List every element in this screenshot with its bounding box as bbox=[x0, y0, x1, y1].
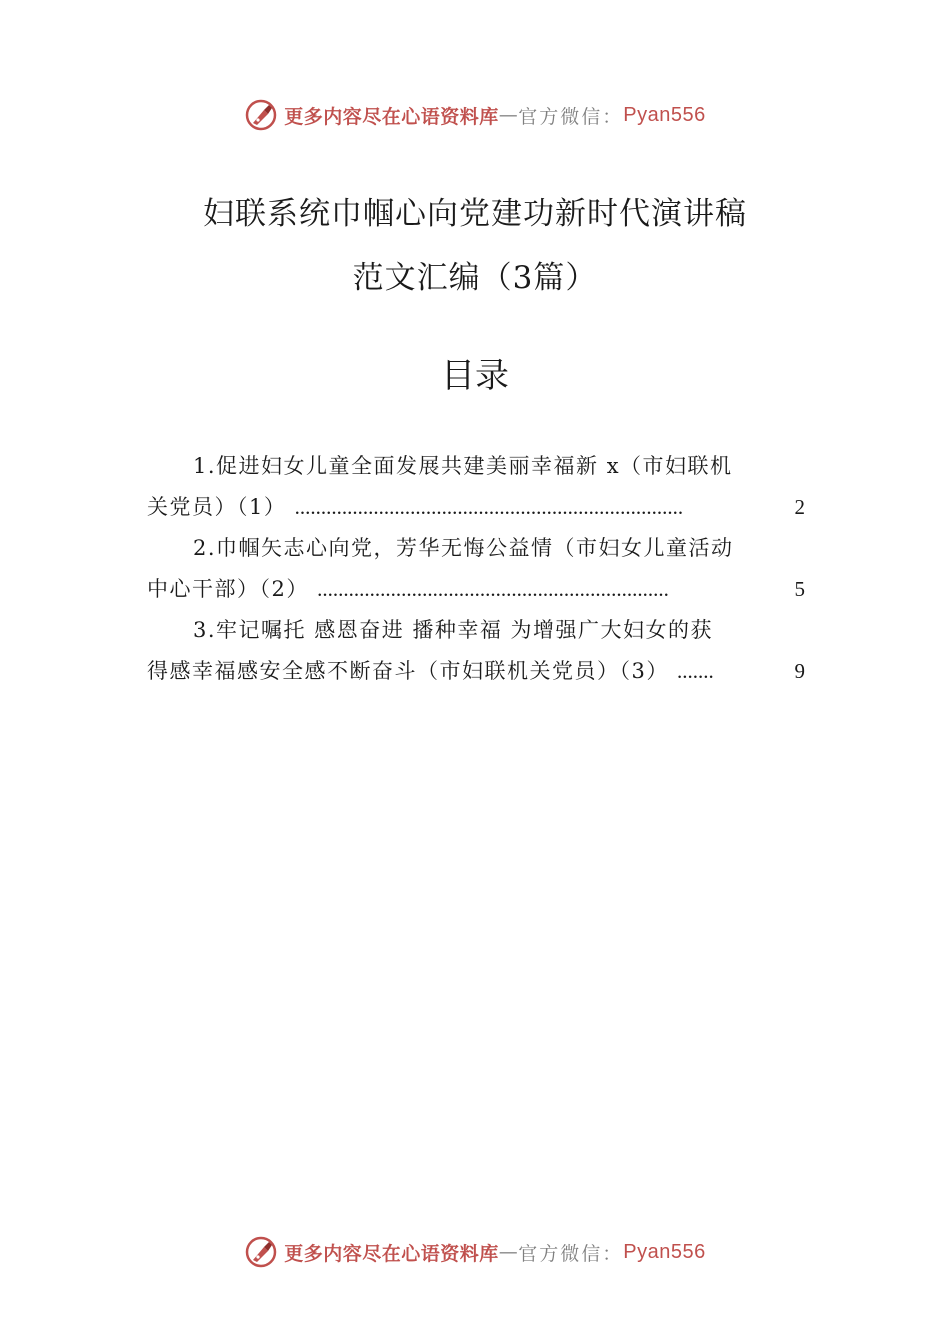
watermark-wechat-label: 官方微信： bbox=[518, 105, 624, 128]
toc-entry-title-cont: 中心干部）（2） bbox=[147, 577, 309, 601]
document-title: 妇联系统巾帼心向党建功新时代演讲稿 bbox=[203, 196, 747, 232]
watermark-wechat-id: Pyan556 bbox=[623, 103, 706, 126]
watermark-wechat-id: Pyan556 bbox=[623, 1240, 706, 1263]
toc-leader: .......................................................................... bbox=[294, 495, 684, 519]
toc-entry-title: 3.牢记嘱托 感恩奋进 播种幸福 为增强广大妇女的获 bbox=[193, 618, 714, 642]
watermark-wechat-label: 官方微信： bbox=[518, 1242, 624, 1265]
pen-nib-icon bbox=[244, 98, 278, 132]
toc-leader: ................................................................... bbox=[317, 577, 669, 601]
document-subtitle: 范文汇编（3篇） bbox=[352, 260, 598, 296]
watermark-separator: — bbox=[498, 1241, 519, 1263]
table-of-contents bbox=[147, 446, 805, 692]
watermark-text: 更多内容尽在心语资料库 bbox=[284, 105, 499, 128]
toc-entry-title: 2.巾帼矢志心向党，芳华无悔公益情（市妇女儿童活动 bbox=[193, 536, 734, 560]
header-watermark bbox=[0, 95, 950, 135]
toc-entry-3[interactable] bbox=[147, 610, 805, 692]
toc-entry-title-cont: 关党员）（1） bbox=[147, 495, 287, 519]
toc-heading: 目录 bbox=[441, 356, 509, 396]
toc-entry-title-cont: 得感幸福感安全感不断奋斗（市妇联机关党员）（3） bbox=[147, 659, 669, 683]
toc-leader: ....... bbox=[677, 659, 714, 683]
toc-page-number: 5 bbox=[794, 577, 805, 601]
toc-entry-title: 1.促进妇女儿童全面发展共建美丽幸福新 x（市妇联机 bbox=[193, 454, 733, 478]
watermark-separator: — bbox=[498, 104, 519, 126]
footer-watermark bbox=[0, 1232, 950, 1272]
pen-nib-icon bbox=[244, 1235, 278, 1269]
toc-entry-1[interactable] bbox=[147, 446, 805, 528]
toc-entry-2[interactable] bbox=[147, 528, 805, 610]
toc-page-number: 9 bbox=[794, 659, 805, 683]
toc-page-number: 2 bbox=[794, 495, 805, 519]
watermark-text: 更多内容尽在心语资料库 bbox=[284, 1242, 499, 1265]
